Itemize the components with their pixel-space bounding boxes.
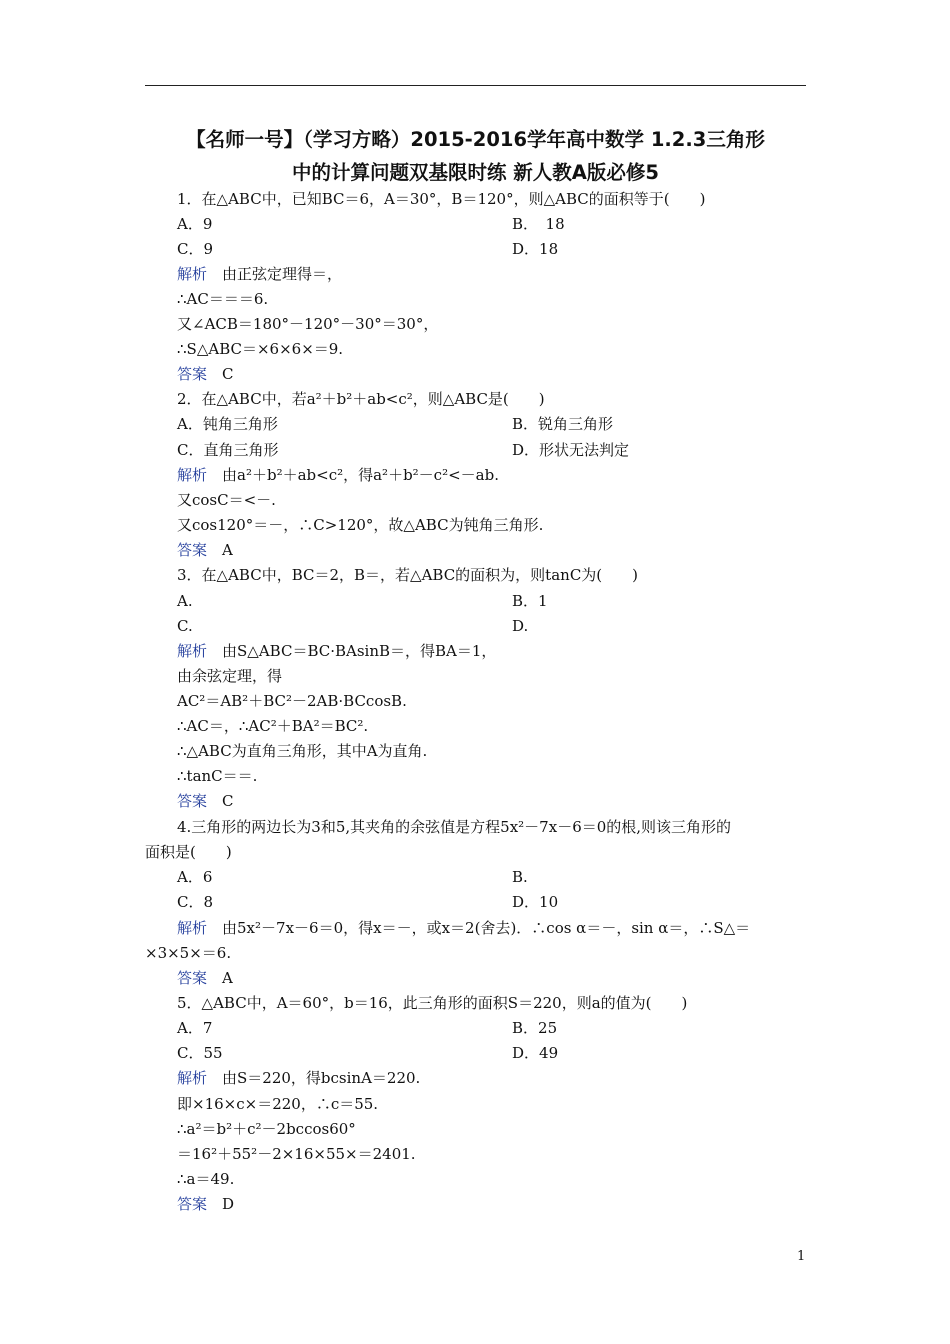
analysis-label: 解析 xyxy=(177,466,208,484)
answer-value: D xyxy=(207,1195,235,1213)
page-number: 1 xyxy=(797,1249,806,1264)
problem-3-option-a: A. xyxy=(177,592,193,610)
analysis-label: 解析 xyxy=(177,265,208,283)
problem-3-analysis-line: ∴tanC＝＝. xyxy=(177,767,258,785)
problem-4-stem: 4.三角形的两边长为3和5,其夹角的余弦值是方程5x²－7x－6＝0的根,则该三角形的 xyxy=(177,818,732,836)
problem-1-answer xyxy=(177,364,234,384)
problem-5-analysis-line: ＝16²＋55²－2×16×55×＝2401. xyxy=(177,1145,416,1163)
problem-4-option-b: B. xyxy=(512,868,528,886)
problem-5-option-a: A．7 xyxy=(177,1019,213,1037)
problem-5-analysis xyxy=(177,1068,420,1088)
problem-4-analysis-line: ×3×5×＝6. xyxy=(145,944,232,962)
problem-5-stem: 5．△ABC中，A＝60°，b＝16，此三角形的面积S＝220，则a的值为( ) xyxy=(177,994,688,1012)
answer-value: C xyxy=(207,365,234,383)
problem-4-analysis xyxy=(177,918,750,938)
problem-1-analysis-line: ∴AC＝＝＝6. xyxy=(177,290,269,308)
problem-2-analysis-line: 又cos120°＝－，∴C>120°，故△ABC为钝角三角形. xyxy=(177,516,544,534)
problem-3-answer xyxy=(177,791,234,811)
analysis-label: 解析 xyxy=(177,1069,208,1087)
problem-5-option-d: D．49 xyxy=(512,1044,559,1062)
answer-label: 答案 xyxy=(177,1195,208,1213)
problem-5-analysis-line: ∴a²＝b²＋c²－2bccos60° xyxy=(177,1120,356,1138)
problem-5-option-c: C．55 xyxy=(177,1044,223,1062)
header-rule xyxy=(145,85,806,86)
answer-value: A xyxy=(207,541,233,559)
problem-4-option-d: D．10 xyxy=(512,893,559,911)
document-title-line-1: 【名师一号】（学习方略）2015-2016学年高中数学 1.2.3三角形 xyxy=(186,128,765,151)
problem-3-option-d: D. xyxy=(512,617,529,635)
problem-2-stem: 2．在△ABC中，若a²＋b²＋ab<c²，则△ABC是( ) xyxy=(177,390,545,408)
answer-label: 答案 xyxy=(177,365,208,383)
problem-1-analysis-line: ∴S△ABC＝×6×6×＝9. xyxy=(177,340,344,358)
analysis-label: 解析 xyxy=(177,919,208,937)
problem-5-option-b: B．25 xyxy=(512,1019,558,1037)
problem-4-answer xyxy=(177,968,233,988)
problem-5-analysis-line: 即×16×c×＝220，∴c＝55. xyxy=(177,1095,379,1113)
problem-3-option-b: B．1 xyxy=(512,592,548,610)
analysis-text: 由正弦定理得＝， xyxy=(207,265,343,283)
problem-3-analysis-line: AC²＝AB²＋BC²－2AB·BCcosB. xyxy=(177,692,407,710)
problem-1-option-a: A．9 xyxy=(177,215,213,233)
analysis-text: 由S＝220，得bcsinA＝220. xyxy=(207,1069,421,1087)
answer-label: 答案 xyxy=(177,541,208,559)
analysis-text: 由S△ABC＝BC·BAsinB＝，得BA＝1， xyxy=(207,642,497,660)
problem-1-option-d: D．18 xyxy=(512,240,559,258)
problem-1-option-c: C．9 xyxy=(177,240,214,258)
problem-3-analysis xyxy=(177,641,496,661)
analysis-text: 由5x²－7x－6＝0，得x＝－，或x＝2(舍去)．∴cos α＝－，sin α＝，∴S△＝ xyxy=(207,919,751,937)
problem-2-analysis-line: 又cosC＝<－. xyxy=(177,491,276,509)
problem-1-option-b: B． 18 xyxy=(512,215,565,233)
document-title-line-2: 中的计算问题双基限时练 新人教A版必修5 xyxy=(292,161,659,184)
problem-2-analysis xyxy=(177,465,499,485)
problem-2-answer xyxy=(177,540,233,560)
analysis-label: 解析 xyxy=(177,642,208,660)
problem-2-option-b: B．锐角三角形 xyxy=(512,415,614,433)
answer-label: 答案 xyxy=(177,969,208,987)
answer-value: A xyxy=(207,969,233,987)
problem-1-analysis-line: 又∠ACB＝180°－120°－30°＝30°， xyxy=(177,315,439,333)
answer-value: C xyxy=(207,792,234,810)
problem-2-option-c: C．直角三角形 xyxy=(177,441,279,459)
problem-3-option-c: C. xyxy=(177,617,193,635)
problem-3-analysis-line: ∴△ABC为直角三角形，其中A为直角. xyxy=(177,742,428,760)
problem-2-option-d: D．形状无法判定 xyxy=(512,441,630,459)
problem-3-analysis-line: ∴AC＝，∴AC²＋BA²＝BC². xyxy=(177,717,369,735)
problem-5-analysis-line: ∴a＝49. xyxy=(177,1170,235,1188)
answer-label: 答案 xyxy=(177,792,208,810)
problem-4-option-a: A．6 xyxy=(177,868,213,886)
problem-4-stem-continued: 面积是( ) xyxy=(145,843,232,861)
analysis-text: 由a²＋b²＋ab<c²，得a²＋b²－c²<－ab. xyxy=(207,466,499,484)
problem-3-analysis-line: 由余弦定理，得 xyxy=(177,667,283,685)
problem-1-stem: 1．在△ABC中，已知BC＝6，A＝30°，B＝120°，则△ABC的面积等于( ) xyxy=(177,190,706,208)
problem-3-stem: 3．在△ABC中，BC＝2，B＝，若△ABC的面积为，则tanC为( ) xyxy=(177,566,638,584)
problem-1-analysis xyxy=(177,264,342,284)
problem-2-option-a: A．钝角三角形 xyxy=(177,415,278,433)
problem-4-option-c: C．8 xyxy=(177,893,214,911)
problem-5-answer xyxy=(177,1194,234,1214)
